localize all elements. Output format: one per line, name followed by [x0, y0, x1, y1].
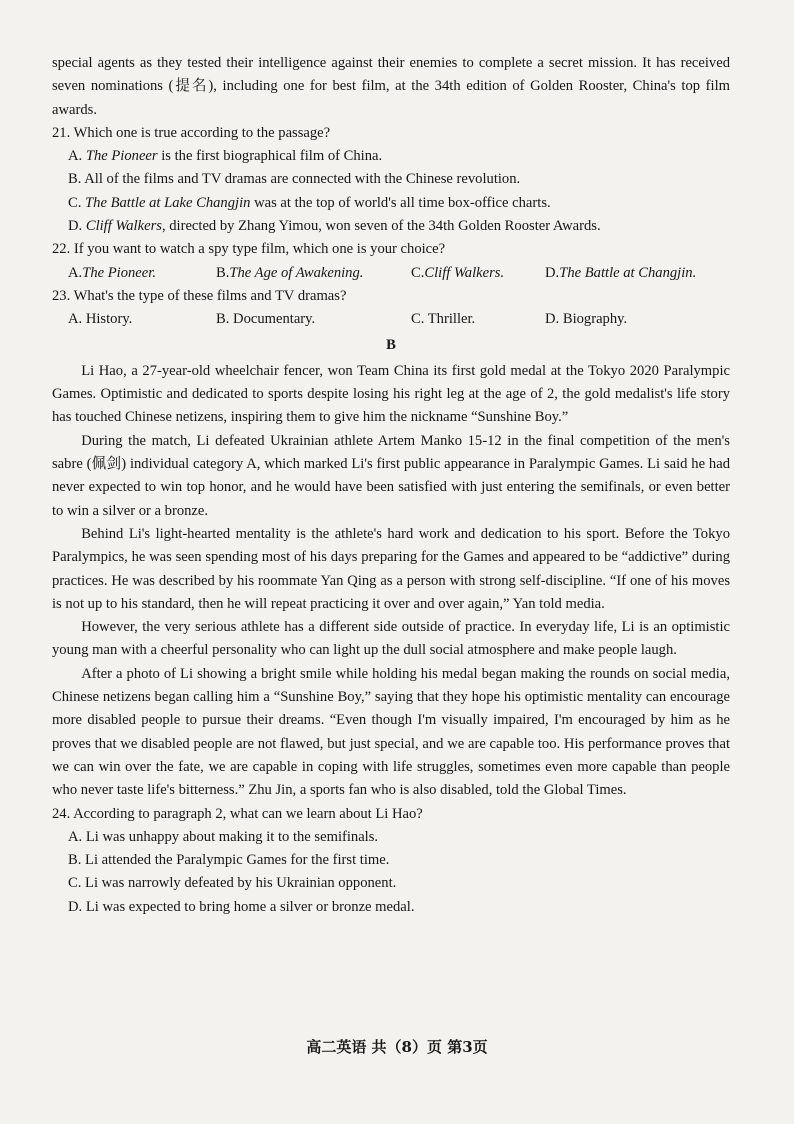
passage-a-tail: special agents as they tested their intelligence against their enemies to complete a secret mission. It has received seven nominations (提名), including one for best film, at the 34th edition of Golden Rooster, China's top film awards.	[52, 55, 730, 118]
option-d: D.The Battle at Changjin.	[545, 264, 697, 281]
option-a: A. The Pioneer is the first biographical film of China.	[68, 148, 383, 165]
option-d: D. Biography.	[545, 311, 628, 328]
passage-paragraph: During the match, Li defeated Ukrainian athlete Artem Manko 15-12 in the final competition of the men's sabre (佩剑) individual category A, which marked Li's first public appearance in Paralympic Games. Li said he had never expected to win top honor, and he would have been satisfied with just entering the semifinals, or even better to win a silver or a bronze.	[52, 432, 730, 519]
option-c: C. The Battle at Lake Changjin was at the top of world's all time box-office charts.	[68, 194, 551, 211]
options-row	[52, 308, 730, 331]
question-stem: 24. According to paragraph 2, what can we learn about Li Hao?	[52, 805, 423, 822]
option-b: B.The Age of Awakening.	[216, 264, 364, 281]
option-d: D. Li was expected to bring home a silver or bronze medal.	[68, 898, 415, 915]
options-row	[52, 262, 730, 285]
question-stem: 23. What's the type of these films and TV dramas?	[52, 287, 347, 304]
option-b: B. Documentary.	[216, 311, 316, 328]
page-footer: 高二英语 共（8）页 第3页	[306, 1038, 488, 1056]
option-a: A. History.	[68, 311, 133, 328]
option-a: A. Li was unhappy about making it to the semifinals.	[68, 828, 379, 845]
question-24	[52, 803, 730, 919]
passage-paragraph: After a photo of Li showing a bright smile while holding his medal began making the rounds on social media, Chinese netizens began calling him a “Sunshine Boy,” saying that they hope his optimistic mentality can encourage more disabled people to pursue their dreams. “Even though I'm visually impaired, I'm encouraged by him as he proves that we disabled people are not flawed, but just special, and we are capable too. His performance proves that we can win over the fate, we are capable in coping with life struggles, sometimes even more capable than people who never taste life's bitterness.” Zhu Jin, a sports fan who is also disabled, told the Global Times.	[52, 665, 730, 799]
question-stem: 21. Which one is true according to the passage?	[52, 124, 331, 141]
option-c: C. Thriller.	[411, 311, 476, 328]
passage-paragraph: However, the very serious athlete has a different side outside of practice. In everyday life, Li is an optimistic young man with a cheerful personality who can light up the dull social atmosphere and make people laugh.	[52, 619, 730, 659]
question-stem: 22. If you want to watch a spy type film, which one is your choice?	[52, 241, 446, 258]
section-heading: B	[386, 336, 396, 353]
option-c: C.Cliff Walkers.	[411, 264, 505, 281]
option-d: D. Cliff Walkers, directed by Zhang Yimou, won seven of the 34th Golden Rooster Awards.	[68, 218, 601, 235]
option-b: B. All of the films and TV dramas are connected with the Chinese revolution.	[68, 171, 521, 188]
question-21	[52, 122, 730, 238]
question-22	[52, 238, 730, 285]
option-a: A.The Pioneer.	[68, 264, 156, 281]
passage-paragraph: Li Hao, a 27-year-old wheelchair fencer, won Team China its first gold medal at the Tokyo 2020 Paralympic Games. Optimistic and dedicated to sports despite losing his right leg at the age of 2, the gold medalist's life story has touched Chinese netizens, inspiring them to give him the nickname “Sunshine Boy.”	[52, 362, 730, 426]
passage-paragraph: Behind Li's light-hearted mentality is the athlete's hard work and dedication to his sport. Before the Tokyo Paralympics, he was seen spending most of his days preparing for the Games and appeared to be “addictive” during practices. He was described by his roommate Yan Qing as a person with strong self-discipline. “If one of his moves is not up to his standard, then he will repeat practicing it over and over again,” Yan told media.	[52, 525, 730, 612]
option-b: B. Li attended the Paralympic Games for the first time.	[68, 852, 390, 869]
option-c: C. Li was narrowly defeated by his Ukrainian opponent.	[68, 875, 397, 892]
question-23	[52, 285, 730, 332]
